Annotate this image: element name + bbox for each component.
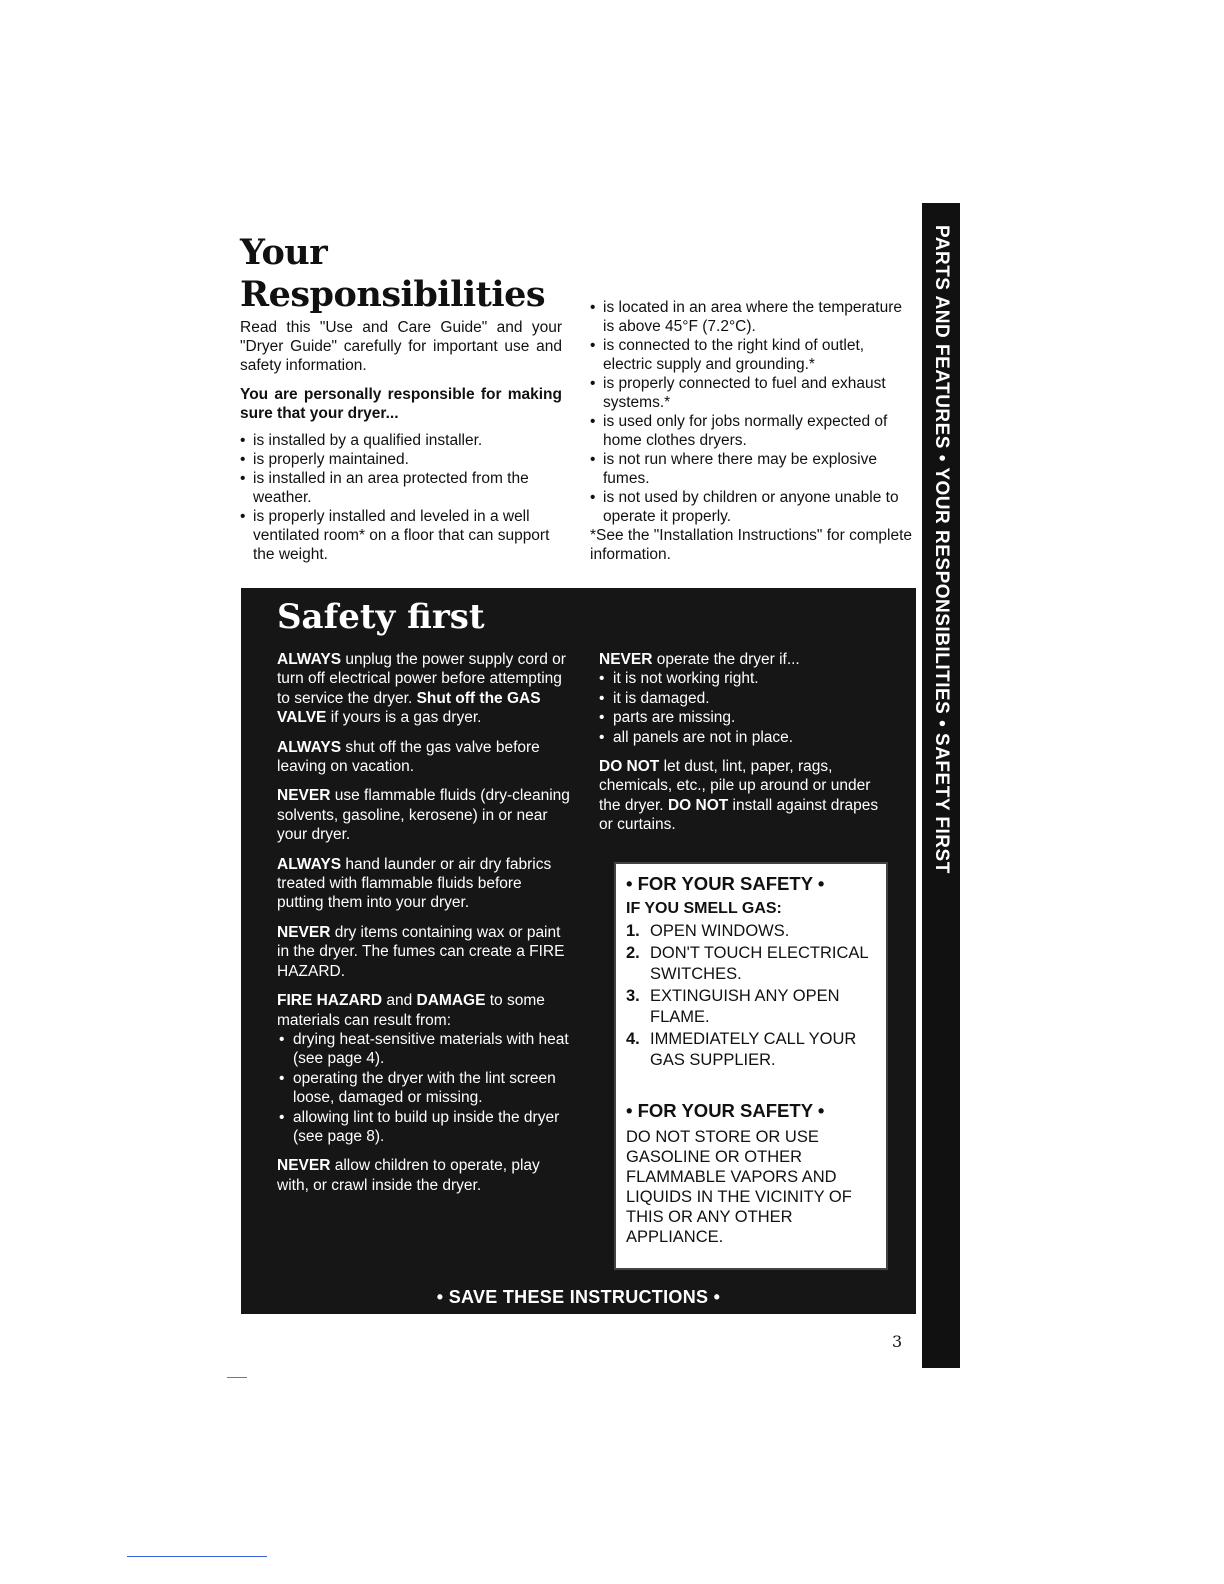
- safety-paragraph: NEVER use flammable fluids (dry-cleaning solvents, gasoline, kerosene) in or near your dryer.: [277, 787, 570, 844]
- intro-block: [240, 318, 562, 423]
- safety-paragraph: ALWAYS shut off the gas valve before leaving on vacation.: [277, 738, 540, 776]
- list-item: • it is not working right.: [599, 669, 889, 688]
- operate-condition-list: [599, 669, 889, 747]
- safety-paragraph: DO NOT let dust, lint, paper, rags, chemicals, etc., pile up around or under the dryer. DO NOT install against drapes or curtains.: [599, 758, 879, 834]
- gas-step: 4. IMMEDIATELY CALL YOUR GAS SUPPLIER.: [626, 1030, 857, 1069]
- gas-storage-heading: • FOR YOUR SAFETY •: [626, 1100, 825, 1121]
- safety-paragraph: FIRE HAZARD and DAMAGE to some materials can result from:: [277, 992, 545, 1029]
- list-item: • all panels are not in place.: [599, 728, 889, 747]
- responsibility-list-left: [240, 431, 562, 564]
- list-item: • is not run where there may be explosive fumes.: [590, 450, 915, 488]
- gas-steps-list: [626, 921, 876, 1071]
- list-item: • is installed in an area protected from the weather.: [240, 469, 562, 507]
- gas-warning-subheading: IF YOU SMELL GAS:: [626, 900, 782, 917]
- gas-step: 1. OPEN WINDOWS.: [626, 922, 790, 940]
- safety-paragraph: NEVER allow children to operate, play with, or crawl inside the dryer.: [277, 1157, 540, 1194]
- list-item: • is properly installed and leveled in a well ventilated room* on a floor that can support the weight.: [240, 507, 562, 564]
- page-title: [240, 232, 580, 316]
- safety-paragraph: ALWAYS unplug the power supply cord or turn off electrical power before attempting to service the dryer. Shut off the GAS VALVE if yours is a gas dryer.: [277, 651, 566, 727]
- safety-left-column: [277, 650, 572, 1205]
- section-side-tab: [922, 203, 960, 1368]
- gas-warning-heading: • FOR YOUR SAFETY •: [626, 873, 825, 894]
- gas-warning-box: [614, 862, 888, 1270]
- safety-first-panel: [241, 588, 916, 1314]
- list-item: • is properly maintained.: [240, 450, 562, 469]
- list-item: • is installed by a qualified installer.: [240, 431, 562, 450]
- safety-paragraph: ALWAYS hand launder or air dry fabrics treated with flammable fluids before putting them into your dryer.: [277, 855, 552, 912]
- safety-paragraph: NEVER dry items containing wax or paint in the dryer. The fumes can create a FIRE HAZARD.: [277, 923, 565, 980]
- list-item: • is properly connected to fuel and exhaust systems.*: [590, 374, 915, 412]
- list-item: • is connected to the right kind of outlet, electric supply and grounding.*: [590, 336, 915, 374]
- list-item: • operating the dryer with the lint screen loose, damaged or missing.: [279, 1069, 572, 1108]
- margin-dash: [227, 1377, 247, 1378]
- responsibility-list-right: [590, 298, 915, 564]
- list-item: • it is damaged.: [599, 689, 889, 708]
- safety-right-column: [599, 650, 889, 845]
- footer-rule: [127, 1556, 267, 1557]
- list-item: • parts are missing.: [599, 708, 889, 727]
- intro-lead: You are personally responsible for making sure that your dryer...: [240, 386, 562, 422]
- list-item: • is not used by children or anyone unable to operate it properly.: [590, 488, 915, 526]
- gas-step: 3. EXTINGUISH ANY OPEN FLAME.: [626, 987, 840, 1026]
- fire-hazard-list: [277, 1030, 572, 1146]
- title-line-2: Responsibilities: [240, 274, 546, 315]
- side-tab-label: PARTS AND FEATURES • YOUR RESPONSIBILITIES • SAFETY FIRST: [931, 225, 952, 874]
- page-number: 3: [892, 1332, 903, 1351]
- save-instructions-banner: • SAVE THESE INSTRUCTIONS •: [436, 1287, 721, 1307]
- list-item: • is located in an area where the temperature is above 45°F (7.2°C).: [590, 298, 915, 336]
- installation-note: *See the "Installation Instructions" for complete information.: [590, 527, 913, 563]
- title-line-1: Your: [240, 232, 328, 273]
- list-item: • drying heat-sensitive materials with heat (see page 4).: [279, 1030, 572, 1069]
- safety-title: Safety first: [277, 597, 485, 637]
- gas-storage-text: DO NOT STORE OR USE GASOLINE OR OTHER FLAMMABLE VAPORS AND LIQUIDS IN THE VICINITY OF THIS OR ANY OTHER APPLIANCE.: [626, 1128, 852, 1246]
- safety-paragraph: NEVER operate the dryer if...: [599, 651, 800, 668]
- list-item: • allowing lint to build up inside the dryer (see page 8).: [279, 1108, 572, 1147]
- list-item: • is used only for jobs normally expected of home clothes dryers.: [590, 412, 915, 450]
- intro-text: Read this "Use and Care Guide" and your "Dryer Guide" carefully for important use and safety information.: [240, 319, 562, 374]
- gas-step: 2. DON'T TOUCH ELECTRICAL SWITCHES.: [626, 944, 868, 983]
